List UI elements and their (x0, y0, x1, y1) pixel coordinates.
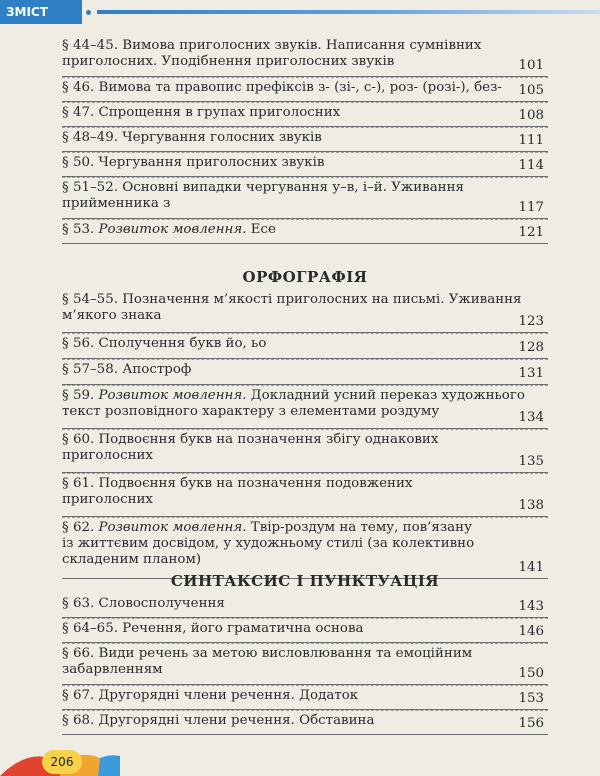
toc-entry-line: § 67. Другорядні члени речення. Додаток (62, 688, 359, 703)
toc-entry-title (62, 713, 502, 729)
toc-entry-page: 153 (518, 691, 544, 706)
toc-entry-title (62, 130, 502, 146)
toc-entry-title (62, 596, 502, 612)
toc-entry-line: § 57–58. Апостроф (62, 362, 192, 377)
toc-entry[interactable] (62, 127, 548, 152)
toc-entry-line: із життєвим досвідом, у художньому стилі (за колективно (62, 536, 475, 551)
toc-entry-number: § 62. (62, 520, 99, 535)
toc-entry-line: § 54–55. Позначення м’якості приголосних на письмі. Уживання (62, 292, 522, 307)
toc-entry-title (62, 80, 502, 96)
toc-entry-title (62, 105, 502, 121)
toc-entry-line: § 51–52. Основні випадки чергування у–в, і–й. Уживання (62, 180, 464, 195)
toc-entry-line: приголосних (62, 492, 153, 507)
toc-entry-line: текст розповідного характеру з елементами роздуму (62, 404, 440, 419)
toc-entry-line: § 44–45. Вимова приголосних звуків. Написання сумнівних (62, 38, 482, 53)
toc-entry-title (62, 336, 502, 352)
toc-entry[interactable] (62, 77, 548, 102)
toc-entry[interactable] (62, 152, 548, 177)
header-dot (86, 10, 91, 15)
toc-entry-italic-label: Розвиток мовлення. (98, 388, 247, 403)
toc-entry-page: 117 (518, 200, 544, 215)
toc-entry-line: забарвленням (62, 662, 163, 677)
toc-entry-title (62, 646, 502, 678)
toc-entry-title (62, 476, 502, 508)
toc-entry[interactable] (62, 473, 548, 517)
toc-entry-title (62, 155, 502, 171)
toc-entry-text: Докладний усний переказ художнього (246, 388, 525, 403)
toc-entry-page: 134 (518, 410, 544, 425)
toc-entry[interactable] (62, 685, 548, 710)
toc-entry-title (62, 621, 502, 637)
toc-entry-line: приголосних. Уподібнення приголосних звуків (62, 54, 395, 69)
toc-entry-page: 131 (518, 366, 544, 381)
toc-entry[interactable] (62, 594, 548, 618)
toc-entry[interactable] (62, 36, 548, 77)
toc-entry-page: 121 (518, 225, 544, 240)
toc-entry-title (62, 688, 502, 704)
toc-entry-page: 108 (518, 108, 544, 123)
toc-entry-page: 150 (518, 666, 544, 681)
toc-entry-page: 128 (518, 340, 544, 355)
toc-entry-title (62, 292, 522, 324)
section-title-orthography: ОРФОГРАФІЯ (242, 268, 368, 286)
toc-entry-line: § 48–49. Чергування голосних звуків (62, 130, 322, 145)
toc-entry-page: 138 (518, 498, 544, 513)
toc-entry-page: 156 (518, 716, 544, 731)
section-tab (0, 0, 82, 24)
toc-entry-page: 105 (518, 83, 544, 98)
toc-entry[interactable] (62, 359, 548, 385)
toc-entry-title (62, 180, 502, 212)
section-title-syntax: СИНТАКСИС І ПУНКТУАЦІЯ (170, 572, 440, 590)
toc-entry-line: § 66. Види речень за метою висловлювання та емоційним (62, 646, 473, 661)
toc-entry[interactable] (62, 643, 548, 685)
toc-entry-line: § 47. Спрощення в групах приголосних (62, 105, 341, 120)
toc-entry-line: § 60. Подвоєння букв на позначення збігу однакових (62, 432, 439, 447)
toc-entry-line: прийменника з (62, 196, 171, 211)
toc-entry-title (62, 362, 502, 378)
toc-entry[interactable] (62, 219, 548, 244)
toc-entry-line (62, 520, 502, 536)
page-number: 206 (42, 750, 82, 774)
toc-entry-title (62, 432, 502, 464)
toc-entry[interactable] (62, 102, 548, 127)
toc-entry-title (62, 222, 502, 238)
toc-entry-line (62, 388, 525, 404)
toc-entry-line: м’якого знака (62, 308, 162, 323)
toc-entry-title (62, 388, 525, 420)
toc-entry-line: § 50. Чергування приголосних звуків (62, 155, 325, 170)
toc-entry[interactable] (62, 290, 548, 333)
toc-entry-line: § 61. Подвоєння букв на позначення подовжених (62, 476, 413, 491)
toc-entry-line: § 68. Другорядні члени речення. Обставина (62, 713, 375, 728)
toc-entry-page: 101 (518, 58, 544, 73)
toc-entry[interactable] (62, 429, 548, 473)
toc-entry-line: § 64–65. Речення, його граматична основа (62, 621, 364, 636)
toc-entry-line: § 46. Вимова та правопис префіксів з- (зі-, с-), роз- (розі-), без- (62, 80, 502, 95)
toc-entry-italic-label: Розвиток мовлення. (98, 222, 247, 237)
toc-section-phonetics (62, 36, 548, 244)
toc-entry-number: § 59. (62, 388, 99, 403)
toc-entry[interactable] (62, 710, 548, 735)
toc-entry-number: § 53. (62, 222, 99, 237)
toc-entry-text: Твір-роздум на тему, пов’язану (246, 520, 472, 535)
toc-entry[interactable] (62, 333, 548, 359)
toc-section-syntax (62, 594, 548, 735)
toc-entry-page: 123 (518, 314, 544, 329)
header-rule (97, 10, 600, 14)
toc-entry-text: Есе (246, 222, 276, 237)
toc-entry-page: 114 (518, 158, 544, 173)
toc-entry[interactable] (62, 517, 548, 579)
toc-entry-italic-label: Розвиток мовлення. (98, 520, 247, 535)
toc-entry[interactable] (62, 385, 548, 429)
toc-entry-page: 141 (518, 560, 544, 575)
toc-entry-line: § 63. Словосполучення (62, 596, 225, 611)
toc-entry-line (62, 222, 502, 238)
toc-entry-line: приголосних (62, 448, 153, 463)
toc-entry[interactable] (62, 177, 548, 219)
section-tab-label: ЗМІСТ (6, 5, 48, 19)
toc-entry-line: § 56. Сполучення букв йо, ьо (62, 336, 267, 351)
toc-entry-title (62, 38, 502, 70)
toc-entry-page: 111 (518, 133, 544, 148)
toc-entry-title (62, 520, 502, 568)
toc-section-orthography (62, 290, 548, 579)
toc-entry-page: 146 (518, 624, 544, 639)
toc-entry-page: 135 (518, 454, 544, 469)
toc-entry-line: складеним планом) (62, 552, 202, 567)
toc-entry-page: 143 (518, 599, 544, 614)
toc-entry[interactable] (62, 618, 548, 643)
